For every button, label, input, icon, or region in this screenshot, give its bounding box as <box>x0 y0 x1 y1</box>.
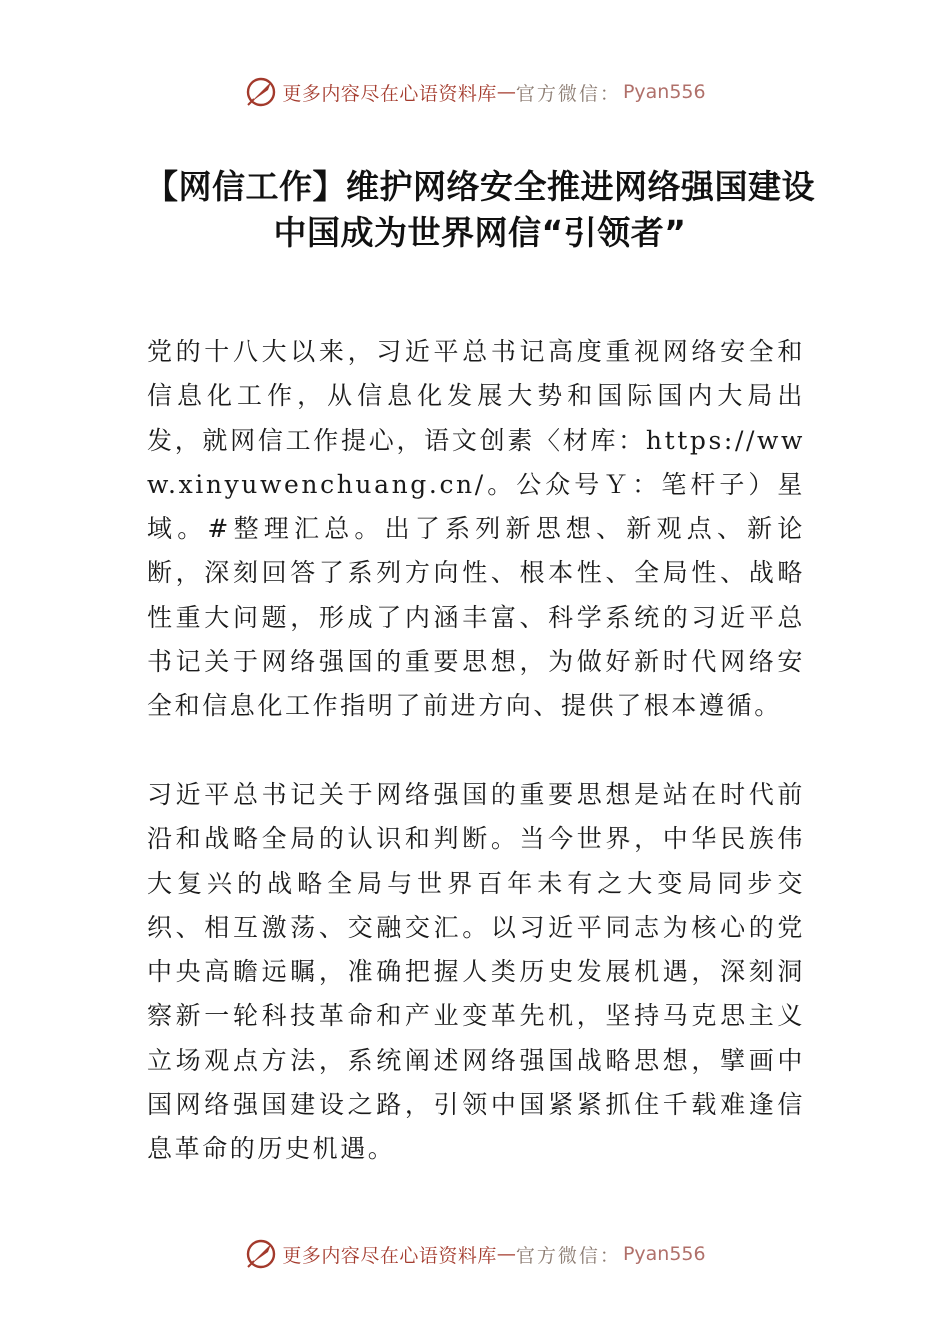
paragraph-2: 习近平总书记关于网络强国的重要思想是站在时代前沿和战略全局的认识和判断。当今世界，中华民族伟大复兴的战略全局与世界百年未有之大变局同步交织、相互激荡、交融交汇。以习近平同志为核心的党中央高瞻远瞩，准确把握人类历史发展机遇，深刻洞察新一轮科技革命和产业变革先机，坚持马克思主义立场观点方法，系统阐述网络强国战略思想，擘画中国网络强国建设之路，引领中国紧紧抓住千载难逢信息革命的历史机遇。 <box>147 780 805 1164</box>
paragraph-1: 党的十八大以来，习近平总书记高度重视网络安全和信息化工作，从信息化发展大势和国际国内大局出发，就网信工作提心，语文创素〈材库：https://www.xinyuwenchuang.cn/。公众号Ｙ：笔杆子）星域。#整理汇总。出了系列新思想、新观点、新论断，深刻回答了系列方向性、根本性、全局性、战略性重大问题，形成了内涵丰富、科学系统的习近平总书记关于网络强国的重要思想，为做好新时代网络安全和信息化工作指明了前进方向、提供了根本遵循。 <box>147 337 805 721</box>
header-banner <box>0 72 950 112</box>
banner-separator: — <box>496 1243 516 1265</box>
banner-text: 更多内容尽在心语资料库 <box>282 1244 497 1267</box>
banner-text: 更多内容尽在心语资料库 <box>282 82 497 105</box>
banner-official-label: 官方微信： <box>515 82 621 105</box>
banner-wechat-id: Pyan556 <box>622 1243 706 1265</box>
quill-pen-logo-icon <box>244 75 278 109</box>
quill-pen-logo-icon <box>244 1237 278 1271</box>
footer-banner <box>0 1234 950 1274</box>
banner-official-label: 官方微信： <box>515 1244 621 1267</box>
banner-wechat-id: Pyan556 <box>622 81 706 103</box>
document-title: 【网信工作】维护网络安全推进网络强国建设 中国成为世界网信“引领者” <box>145 167 815 252</box>
banner-separator: — <box>496 81 516 103</box>
